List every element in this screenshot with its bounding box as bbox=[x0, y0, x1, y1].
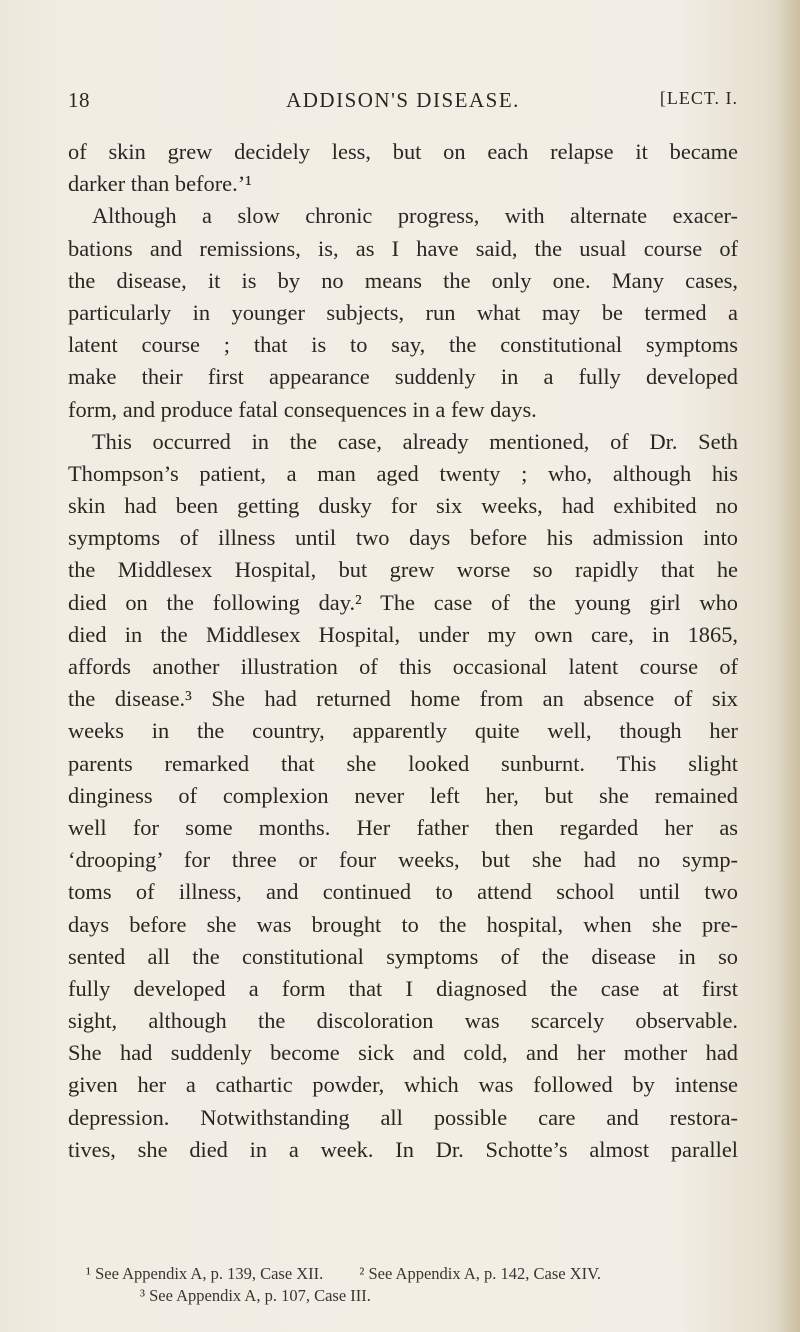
text-line: skin had been getting dusky for six weeks, had exhibited no bbox=[68, 493, 738, 519]
lecture-tag: [LECT. I. bbox=[659, 88, 738, 108]
text-line: Thompson’s patient, a man aged twenty ; who, although his bbox=[68, 460, 738, 486]
text-line: darker than before.’¹ bbox=[68, 171, 252, 197]
text-line: affords another illustration of this occasional latent course of bbox=[68, 654, 738, 679]
text-line: This occurred in the case, already mentioned, of Dr. Seth bbox=[92, 428, 738, 454]
footnote-row bbox=[86, 1285, 738, 1307]
text-line: the Middlesex Hospital, but grew worse so rapidly that he bbox=[68, 557, 738, 583]
footnote-1: ¹ See Appendix A, p. 139, Case XII. bbox=[86, 1264, 324, 1283]
footnote-3: ³ See Appendix A, p. 107, Case III. bbox=[140, 1286, 371, 1305]
text-line: bations and remissions, is, as I have said, the usual course of bbox=[68, 235, 738, 261]
text-line: fully developed a form that I diagnosed the case at first bbox=[68, 975, 738, 1001]
footnotes bbox=[86, 1263, 738, 1307]
footnote-2: ² See Appendix A, p. 142, Case XIV. bbox=[359, 1264, 602, 1283]
text-line: given her a cathartic powder, which was followed by intense bbox=[68, 1072, 738, 1098]
text-line: the disease, it is by no means the only one. Many cases, bbox=[68, 267, 738, 293]
text-line: She had suddenly become sick and cold, and her mother had bbox=[68, 1040, 738, 1066]
page-number: 18 bbox=[68, 88, 90, 112]
text-line: the disease.³ She had returned home from an absence of six bbox=[68, 686, 738, 712]
text-line: died on the following day.² The case of the young girl who bbox=[68, 589, 738, 615]
text-line: well for some months. Her father then regarded her as bbox=[68, 814, 738, 840]
text-line: particularly in younger subjects, run what may be termed a bbox=[68, 299, 738, 325]
text-line: toms of illness, and continued to attend school until two bbox=[68, 879, 738, 905]
text-line: of skin grew decidely less, but on each relapse it became bbox=[68, 139, 738, 164]
text-line: dinginess of complexion never left her, but she remained bbox=[68, 782, 738, 808]
text-line: died in the Middlesex Hospital, under my own care, in 1865, bbox=[68, 621, 738, 647]
text-line: days before she was brought to the hospital, when she pre- bbox=[68, 911, 738, 937]
running-header bbox=[68, 88, 738, 118]
text-line: weeks in the country, apparently quite well, though her bbox=[68, 718, 738, 744]
text-line: form, and produce fatal consequences in a few days. bbox=[68, 396, 537, 422]
footnote-row bbox=[86, 1263, 738, 1285]
text-line: depression. Notwithstanding all possible care and restora- bbox=[68, 1104, 738, 1130]
text-line: parents remarked that she looked sunburnt. This slight bbox=[68, 750, 738, 776]
text-line: ‘drooping’ for three or four weeks, but she had no symp- bbox=[68, 847, 738, 873]
text-line: sight, although the discoloration was scarcely observable. bbox=[68, 1008, 738, 1034]
text-line: symptoms of illness until two days before his admission into bbox=[68, 525, 738, 551]
text-line: Although a slow chronic progress, with alternate exacer- bbox=[92, 203, 738, 229]
text-line: tives, she died in a week. In Dr. Schotte’s almost parallel bbox=[68, 1136, 738, 1162]
text-line: make their first appearance suddenly in a fully developed bbox=[68, 364, 738, 390]
running-title: ADDISON'S DISEASE. bbox=[286, 88, 520, 112]
text-line: latent course ; that is to say, the constitutional symptoms bbox=[68, 332, 738, 358]
text-line: sented all the constitutional symptoms of the disease in so bbox=[68, 943, 738, 969]
body-text bbox=[68, 136, 738, 1166]
page-edge-shadow bbox=[778, 0, 800, 1332]
